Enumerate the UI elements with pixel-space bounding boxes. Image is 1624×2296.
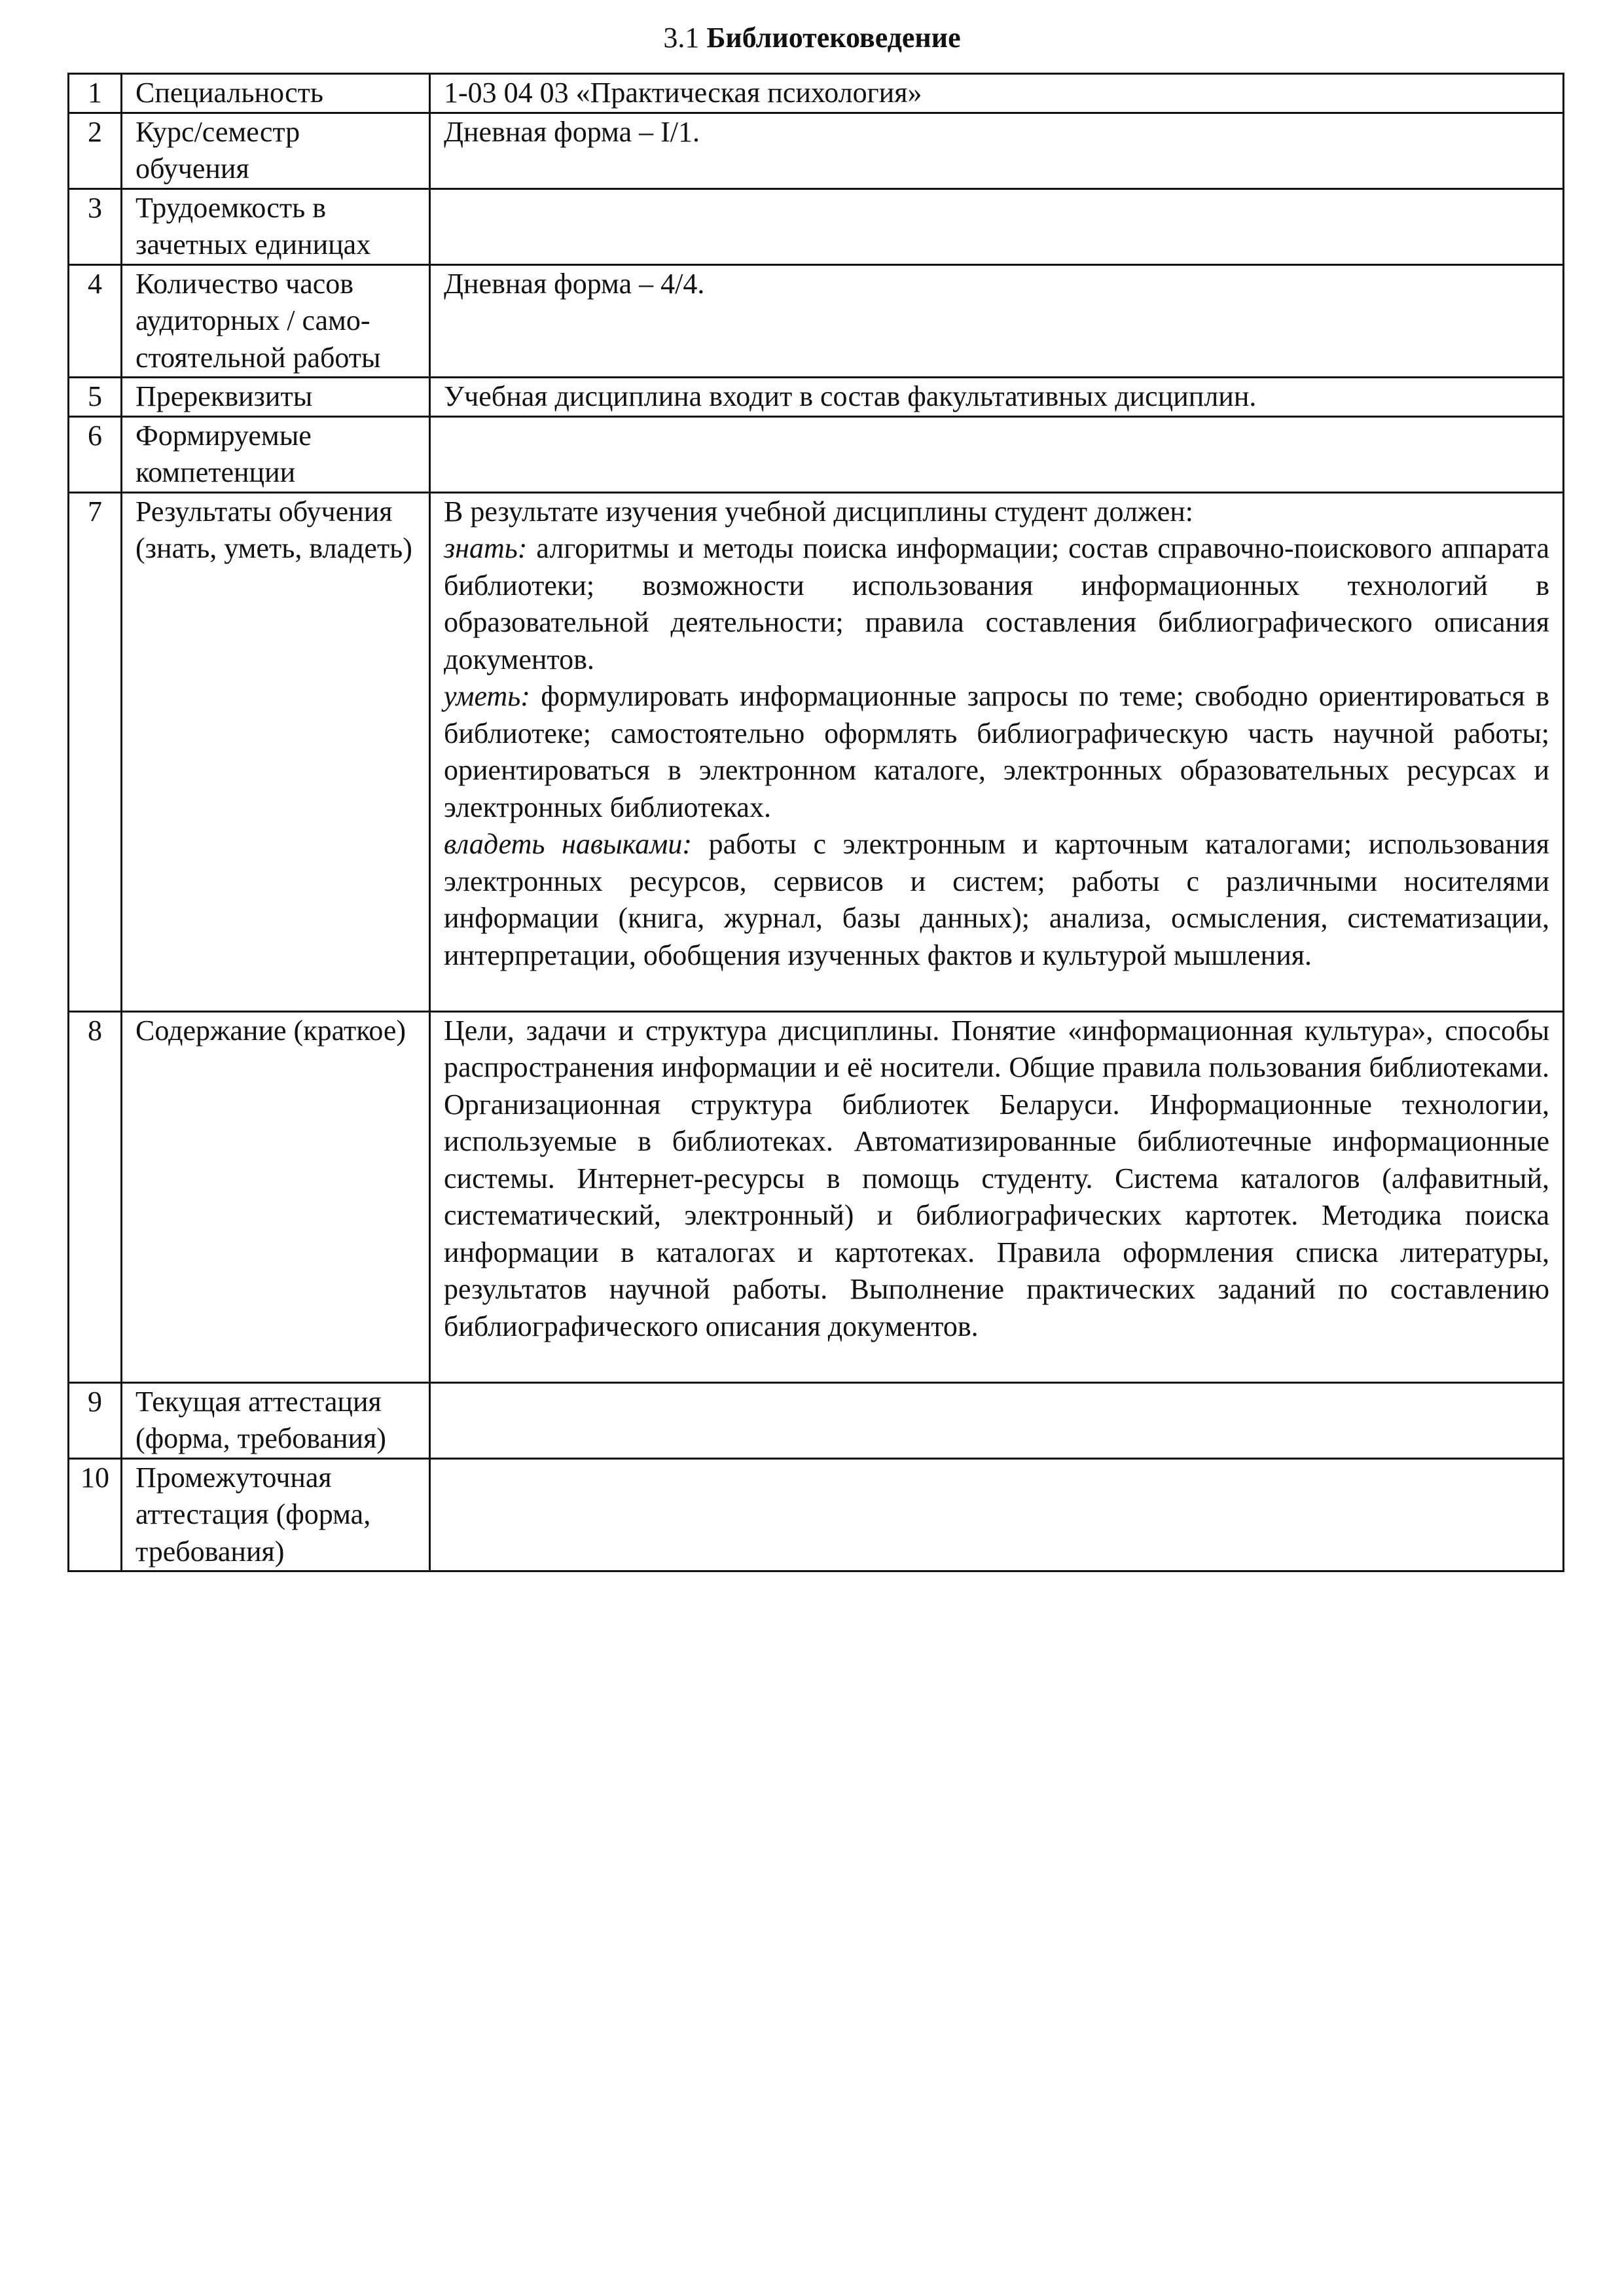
row-label: Специальность <box>122 74 430 113</box>
table-row <box>69 492 1564 1011</box>
row-label: Трудоемкость в зачетных единицах <box>122 188 430 264</box>
row-number: 8 <box>69 1011 122 1382</box>
row-number: 1 <box>69 74 122 113</box>
row-value: Дневная форма – I/1. <box>430 113 1564 188</box>
row-value: 1-03 04 03 «Практическая психология» <box>430 74 1564 113</box>
page-title <box>0 18 1624 58</box>
content-summary: Цели, задачи и структура дисциплины. Понятие «информационная культура», способы распространения информации и её носители. Общие правила пользования библиотеками. Организационная структура библиотек Беларуси. Информационные технологии, используемые в библиотеках. Автоматизированные библиотечные информационные системы. Интернет-ресурсы в помощь студенту. Система каталогов (алфавитный, систематический, электронный) и библиографических картотек. Методика поиска информации в каталогах и картотеках. Правила оформления списка литературы, результатов научной работы. Выполнение практических заданий по составлению библиографического описания документов. <box>444 1014 1549 1342</box>
results-skills <box>444 826 1549 974</box>
section-number: 3.1 <box>663 22 700 54</box>
row-label: Курс/семестр обучения <box>122 113 430 188</box>
paragraph-lead: уметь: <box>444 680 530 712</box>
row-label: Количество часов аудиторных / само-стоятельной работы <box>122 264 430 378</box>
course-description-table <box>67 73 1564 1572</box>
paragraph-lead: владеть навыками: <box>444 828 692 860</box>
paragraph-lead: знать: <box>444 532 528 564</box>
row-number: 2 <box>69 113 122 188</box>
row-value: Дневная форма – 4/4. <box>430 264 1564 378</box>
row-number: 5 <box>69 378 122 417</box>
row-label: Формируемые компетенции <box>122 416 430 492</box>
table-row <box>69 1382 1564 1458</box>
table-row <box>69 416 1564 492</box>
row-label: Результаты обучения (знать, уметь, владеть) <box>122 492 430 1011</box>
results-able <box>444 678 1549 826</box>
table-row <box>69 264 1564 378</box>
results-intro <box>444 493 1549 531</box>
paragraph-text: работы с электронным и карточным каталогами; использования электронных ресурсов, сервисов и систем; работы с различными носителями информации (книга, журнал, базы данных); анализа, осмысления, систематизации, интерпретации, обобщения изученных фактов и культурой мышления. <box>444 828 1550 971</box>
table-row <box>69 1458 1564 1571</box>
results-know <box>444 530 1549 678</box>
row-number: 9 <box>69 1382 122 1458</box>
row-value: Учебная дисциплина входит в состав факультативных дисциплин. <box>430 378 1564 417</box>
table-row <box>69 74 1564 113</box>
row-value <box>430 1458 1564 1571</box>
row-number: 3 <box>69 188 122 264</box>
section-title: Библиотековедение <box>706 22 961 54</box>
paragraph-text: В результате изучения учебной дисциплины студент должен: <box>444 495 1194 528</box>
table-row <box>69 378 1564 417</box>
row-number: 4 <box>69 264 122 378</box>
row-label: Содержание (краткое) <box>122 1011 430 1382</box>
row-value <box>430 492 1564 1011</box>
row-label: Текущая аттестация (форма, требования) <box>122 1382 430 1458</box>
table-row <box>69 1011 1564 1382</box>
row-value <box>430 1011 1564 1382</box>
paragraph-text: формулировать информационные запросы по теме; свободно ориентироваться в библиотеке; самостоятельно оформлять библиографическую часть научной работы; ориентироваться в электронном каталоге, электронных образовательных ресурсах и электронных библиотеках. <box>444 680 1549 823</box>
row-number: 7 <box>69 492 122 1011</box>
table-row <box>69 113 1564 188</box>
row-value <box>430 416 1564 492</box>
table-row <box>69 188 1564 264</box>
row-number: 6 <box>69 416 122 492</box>
row-label: Пререквизиты <box>122 378 430 417</box>
row-value <box>430 1382 1564 1458</box>
row-number: 10 <box>69 1458 122 1571</box>
row-label: Промежуточная аттестация (форма, требования) <box>122 1458 430 1571</box>
paragraph-text: алгоритмы и методы поиска информации; состав справочно-поискового аппарата библиотеки; возможности использования информационных технологий в образовательной деятельности; правила составления библиографического описания документов. <box>444 532 1549 675</box>
row-value <box>430 188 1564 264</box>
